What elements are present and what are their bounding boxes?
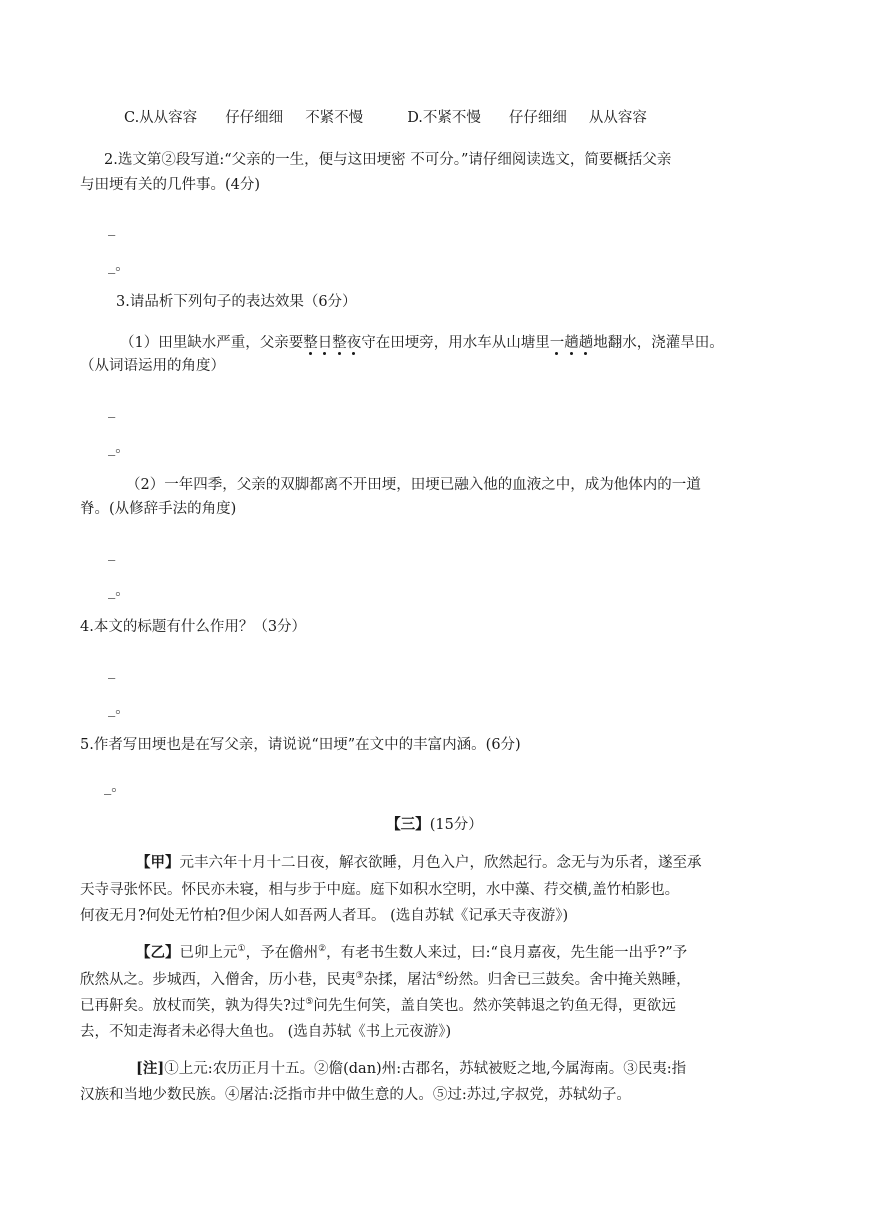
option-c-word3: 不紧不慢 [305,110,364,126]
yi-text-2b: 杂揉，屠沽 [363,972,437,988]
q3-answer-blank-4[interactable]: _。 [108,583,130,599]
option-c-word2: 仔仔细细 [225,110,284,126]
q5-answer-blank-1[interactable]: _。 [104,779,126,795]
yi-line4: 去，不知走海者未必得大鱼也。 (选自苏轼《书上元夜游》) [80,1024,452,1040]
emphasis-char: 趟 [578,335,594,351]
q2-prompt-line2: 与田埂有关的几件事。(4分) [80,177,261,193]
emphasis-char: 趟 [564,335,579,351]
q2-answer-blank-2[interactable]: _。 [108,258,130,274]
jia-tag: 【甲】 [136,854,180,871]
option-d-word3: 从从容容 [588,110,647,126]
notes-text-1: ①上元:农历正月十五。②儋(dan)州:古郡名，苏轼被贬之地,今属海南。③民夷:指 [164,1061,687,1077]
q3-s1-text-b: 守在田埂旁，用水车从山塘里 [361,335,550,351]
note-ref-5: ⑤ [305,997,314,1008]
notes-line1 [136,1059,686,1079]
option-d-label: D.不紧不慢 [407,110,481,126]
jia-line1 [136,853,702,873]
yi-text-3a: 已再鼾矣。放杖而笑，孰为得失?过 [80,998,306,1014]
note-ref-3: ③ [355,971,364,982]
yi-line1 [136,943,687,963]
emphasis-char: 夜 [346,335,362,351]
q3-s1-emphasis-1 [303,335,361,351]
notes-line2: 汉族和当地少数民族。④屠沽:泛指市井中做生意的人。⑤过:苏过,字叔党，苏轼幼子。 [80,1087,631,1103]
emphasis-char: 一 [549,335,565,351]
yi-text-3b: 问先生何笑，盖自笑也。然亦笑韩退之钓鱼无得，更欲远 [313,998,676,1014]
yi-text-2a: 欣然从之。步城西，入僧舍，历小巷，民夷 [80,972,356,988]
q3-sentence2-line1: （2）一年四季，父亲的双脚都离不开田埂，田埂已融入他的血液之中，成为他体内的一道 [126,477,701,493]
yi-line3 [80,996,676,1016]
option-d-word2: 仔仔细细 [508,110,567,126]
q3-sentence1-line2: （从词语运用的角度） [80,358,225,374]
note-ref-1: ① [237,944,246,955]
jia-text-1: 元丰六年十月十二日夜，解衣欲睡，月色入户，欣然起行。念无与为乐者，遂至承 [179,855,702,871]
jia-line2: 天寺寻张怀民。怀民亦未寝，相与步于中庭。庭下如积水空明，水中藻、荇交横,盖竹柏影也。 [80,882,680,898]
q3-answer-blank-2[interactable]: _。 [108,440,130,456]
emphasis-char: 整 [332,335,347,351]
note-ref-4: ④ [436,971,445,982]
option-c-label: C.从从容容 [124,110,198,126]
q3-s1-text-a: （1）田里缺水严重，父亲要 [120,335,304,351]
emphasis-char: 日 [317,335,333,351]
q3-sentence1-line1 [120,333,724,353]
section3-heading [0,815,869,835]
emphasis-char: 整 [303,335,318,351]
section3-score: (15分） [429,817,483,833]
q4-answer-blank-1[interactable]: _ [108,663,116,679]
yi-text-1b: ，予在儋州 [245,945,319,961]
q2-prompt-line1: 2.选文第②段写道:“父亲的一生，便与这田埂密 不可分。”请仔细阅读选文，简要概括父亲 [104,152,672,168]
note-ref-2: ② [318,944,327,955]
q2-answer-blank-1[interactable]: _ [108,220,116,236]
q3-sentence2-line2: 脊。(从修辞手法的角度) [80,501,237,517]
q3-title: 3.请品析下列句子的表达效果（6分） [116,294,357,310]
notes-tag: [注] [136,1060,165,1077]
yi-line2 [80,970,691,990]
q3-s1-emphasis-2 [550,335,594,351]
jia-line3: 何夜无月?何处无竹柏?但少闲人如吾两人者耳。 (选自苏轼《记承天寺夜游》) [80,908,569,924]
q4-answer-blank-2[interactable]: _。 [108,701,130,717]
q4-title: 4.本文的标题有什么作用？（3分） [80,619,307,635]
yi-text-1c: ，有老书生数人来过，曰:“良月嘉夜，先生能一出乎?”予 [326,945,688,961]
yi-text-2c: 纷然。归舍已三鼓矣。舍中掩关熟睡， [444,972,691,988]
q3-answer-blank-3[interactable]: _ [108,545,116,561]
q1-options-row [124,108,647,128]
yi-text-1a: 已卯上元 [179,945,238,961]
q3-s1-text-c: 地翻水，浇灌旱田。 [593,335,724,351]
yi-tag: 【乙】 [136,944,180,961]
q5-title: 5.作者写田埂也是在写父亲，请说说“田埂”在文中的丰富内涵。(6分) [80,737,521,753]
section3-label: 【三】 [386,816,430,833]
q3-answer-blank-1[interactable]: _ [108,402,116,418]
